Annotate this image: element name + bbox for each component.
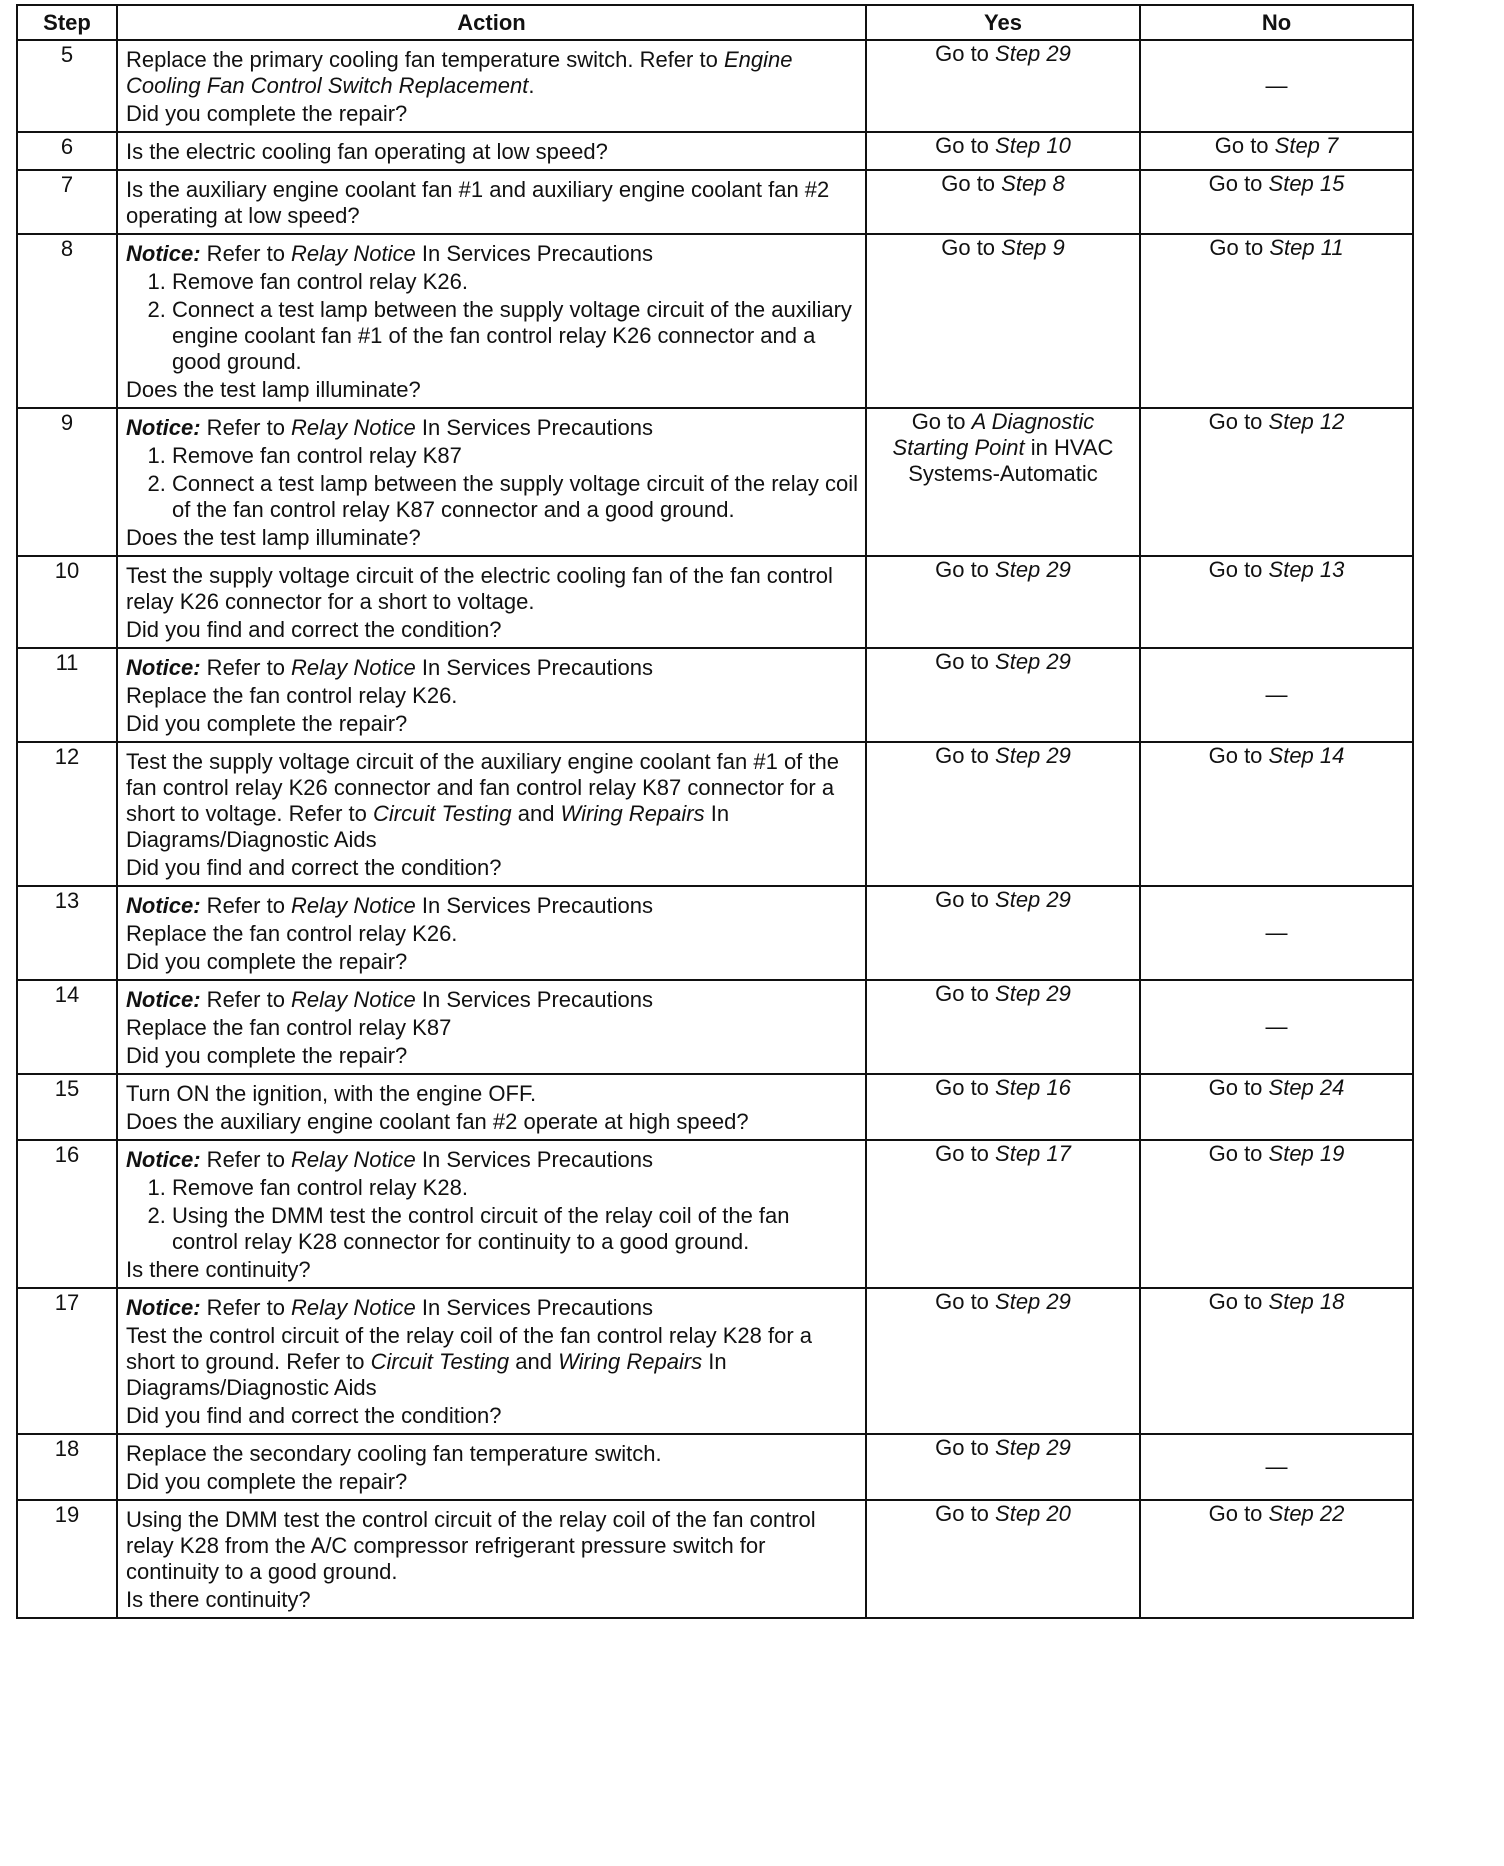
- action-cell: [117, 40, 866, 132]
- action-text: [126, 1507, 859, 1585]
- action-text: [126, 47, 859, 99]
- no-result: [1140, 1288, 1413, 1434]
- step-number: 19: [17, 1500, 117, 1618]
- text-run: Go to: [941, 171, 1002, 196]
- text-run: Turn ON the ignition, with the engine OFF.: [126, 1081, 537, 1106]
- text-run: Does the auxiliary engine coolant fan #2 operate at high speed?: [126, 1109, 749, 1134]
- step-number: 18: [17, 1434, 117, 1500]
- table-row: [17, 234, 1413, 408]
- italic-ref: Step 8: [1001, 171, 1065, 196]
- no-column-header: No: [1140, 5, 1413, 40]
- table-row: [17, 980, 1413, 1074]
- notice-label: Notice:: [126, 1147, 201, 1172]
- action-text: [126, 1257, 859, 1283]
- text-run: Go to: [1208, 1141, 1269, 1166]
- no-result: [1140, 234, 1413, 408]
- italic-ref: Circuit Testing: [373, 801, 512, 826]
- no-result: [1140, 1074, 1413, 1140]
- yes-result: [866, 886, 1140, 980]
- text-run: Go to: [911, 409, 972, 434]
- italic-ref: Step 18: [1268, 1289, 1345, 1314]
- step-number: 6: [17, 132, 117, 170]
- action-text: [126, 177, 859, 229]
- italic-ref: Wiring Repairs: [558, 1349, 703, 1374]
- text-run: Is there continuity?: [126, 1587, 311, 1612]
- text-run: Refer to: [200, 893, 292, 918]
- table-row: [17, 408, 1413, 556]
- yes-result: [866, 40, 1140, 132]
- action-text: [126, 749, 859, 853]
- italic-ref: Wiring Repairs: [560, 801, 705, 826]
- italic-ref: Relay Notice: [291, 893, 416, 918]
- text-run: In Diagrams/Diagnostic Aids: [126, 801, 730, 852]
- action-step-item: [172, 443, 859, 469]
- action-steps-list: [126, 443, 859, 523]
- text-run: Refer to: [200, 415, 292, 440]
- text-run: Did you complete the repair?: [126, 101, 408, 126]
- text-run: —: [1265, 920, 1288, 945]
- italic-ref: Step 29: [995, 887, 1071, 912]
- text-run: —: [1265, 682, 1288, 707]
- italic-ref: Step 29: [995, 743, 1071, 768]
- action-cell: [117, 1074, 866, 1140]
- table-header-row: [17, 5, 1413, 40]
- text-run: In Services Precautions: [415, 241, 653, 266]
- italic-ref: Step 29: [995, 41, 1071, 66]
- italic-ref: Step 11: [1269, 235, 1344, 260]
- italic-ref: Relay Notice: [291, 241, 416, 266]
- text-run: in HVAC Systems-Automatic: [908, 435, 1114, 486]
- text-run: In Services Precautions: [415, 1295, 653, 1320]
- text-run: Replace the primary cooling fan temperature switch. Refer to: [126, 47, 724, 72]
- text-run: Go to: [1208, 171, 1269, 196]
- text-run: In Services Precautions: [415, 893, 653, 918]
- italic-ref: Step 29: [995, 1435, 1071, 1460]
- action-text: [126, 1403, 859, 1429]
- text-run: Go to: [941, 235, 1002, 260]
- text-run: Remove fan control relay K87: [172, 443, 462, 468]
- notice-label: Notice:: [126, 415, 201, 440]
- text-run: Refer to: [200, 987, 292, 1012]
- action-text: [126, 711, 859, 737]
- italic-ref: Step 22: [1268, 1501, 1345, 1526]
- yes-result: [866, 1288, 1140, 1434]
- no-result: [1140, 170, 1413, 234]
- diagnostic-table: [16, 4, 1414, 1619]
- text-run: Connect a test lamp between the supply voltage circuit of the auxiliary engine coolant fan #1 of the fan control relay K26 connector and a good ground.: [172, 297, 852, 374]
- step-number: 8: [17, 234, 117, 408]
- text-run: Go to: [935, 649, 996, 674]
- text-run: In Services Precautions: [415, 987, 653, 1012]
- no-result: [1140, 1434, 1413, 1500]
- text-run: Go to: [1209, 235, 1270, 260]
- yes-column-header: Yes: [866, 5, 1140, 40]
- action-step-item: [172, 269, 859, 295]
- text-run: Go to: [935, 1075, 996, 1100]
- notice-line: [126, 1147, 859, 1173]
- text-run: Go to: [1208, 557, 1269, 582]
- text-run: Replace the fan control relay K26.: [126, 683, 458, 708]
- action-cell: [117, 1434, 866, 1500]
- text-run: Refer to: [200, 241, 292, 266]
- table-row: [17, 1140, 1413, 1288]
- action-text: [126, 1015, 859, 1041]
- yes-result: [866, 408, 1140, 556]
- italic-ref: Step 20: [995, 1501, 1071, 1526]
- yes-result: [866, 170, 1140, 234]
- text-run: and: [509, 1349, 559, 1374]
- action-cell: [117, 1288, 866, 1434]
- table-row: [17, 1074, 1413, 1140]
- action-cell: [117, 1140, 866, 1288]
- text-run: In Diagrams/Diagnostic Aids: [126, 1349, 727, 1400]
- text-run: Go to: [1208, 743, 1269, 768]
- step-number: 14: [17, 980, 117, 1074]
- action-text: [126, 101, 859, 127]
- action-text: [126, 683, 859, 709]
- text-run: Test the supply voltage circuit of the auxiliary engine coolant fan #1 of the fan control relay K26 connector and fan control relay K87 connector for a short to voltage. Refer to: [126, 749, 839, 826]
- text-run: Remove fan control relay K28.: [172, 1175, 468, 1200]
- no-result: [1140, 980, 1413, 1074]
- text-run: In Services Precautions: [415, 1147, 653, 1172]
- no-result: [1140, 40, 1413, 132]
- step-number: 17: [17, 1288, 117, 1434]
- step-number: 7: [17, 170, 117, 234]
- action-step-item: [172, 471, 859, 523]
- text-run: Is there continuity?: [126, 1257, 311, 1282]
- text-run: —: [1265, 1454, 1288, 1479]
- text-run: Did you find and correct the condition?: [126, 617, 502, 642]
- text-run: Go to: [935, 41, 996, 66]
- notice-line: [126, 241, 859, 267]
- text-run: Is the electric cooling fan operating at low speed?: [126, 139, 608, 164]
- italic-ref: Circuit Testing: [370, 1349, 510, 1374]
- action-text: [126, 921, 859, 947]
- no-result: [1140, 742, 1413, 886]
- text-run: Go to: [935, 981, 996, 1006]
- text-run: Go to: [1214, 133, 1275, 158]
- action-text: [126, 139, 859, 165]
- notice-label: Notice:: [126, 893, 201, 918]
- italic-ref: Step 7: [1274, 133, 1339, 158]
- text-run: —: [1265, 73, 1288, 98]
- text-run: Remove fan control relay K26.: [172, 269, 468, 294]
- italic-ref: Relay Notice: [291, 987, 416, 1012]
- text-run: —: [1265, 1014, 1288, 1039]
- notice-label: Notice:: [126, 987, 201, 1012]
- text-run: Test the control circuit of the relay coil of the fan control relay K28 for a short to ground. Refer to: [126, 1323, 813, 1374]
- text-run: Replace the fan control relay K26.: [126, 921, 458, 946]
- italic-ref: Step 13: [1268, 557, 1345, 582]
- action-cell: [117, 234, 866, 408]
- italic-ref: Engine Cooling Fan Control Switch Replacement: [126, 47, 793, 98]
- action-step-item: [172, 1175, 859, 1201]
- yes-result: [866, 132, 1140, 170]
- text-run: Refer to: [200, 1295, 292, 1320]
- text-run: Refer to: [200, 1147, 292, 1172]
- no-result: [1140, 408, 1413, 556]
- notice-line: [126, 987, 859, 1013]
- italic-ref: Step 12: [1268, 409, 1345, 434]
- action-text: [126, 1323, 859, 1401]
- table-body: [17, 40, 1413, 1618]
- text-run: Does the test lamp illuminate?: [126, 377, 421, 402]
- notice-line: [126, 893, 859, 919]
- italic-ref: Step 14: [1268, 743, 1345, 768]
- text-run: Go to: [1208, 1501, 1269, 1526]
- notice-label: Notice:: [126, 655, 201, 680]
- yes-result: [866, 1500, 1140, 1618]
- text-run: Go to: [935, 1435, 996, 1460]
- no-result: [1140, 886, 1413, 980]
- table-row: [17, 132, 1413, 170]
- yes-result: [866, 1434, 1140, 1500]
- step-number: 16: [17, 1140, 117, 1288]
- italic-ref: Step 29: [995, 649, 1071, 674]
- action-steps-list: [126, 269, 859, 375]
- text-run: Is the auxiliary engine coolant fan #1 and auxiliary engine coolant fan #2 operating at low speed?: [126, 177, 830, 228]
- step-column-header: Step: [17, 5, 117, 40]
- italic-ref: Step 16: [995, 1075, 1071, 1100]
- action-cell: [117, 1500, 866, 1618]
- italic-ref: Step 29: [995, 1289, 1071, 1314]
- table-row: [17, 1500, 1413, 1618]
- notice-line: [126, 1295, 859, 1321]
- step-number: 12: [17, 742, 117, 886]
- no-result: [1140, 1140, 1413, 1288]
- text-run: Go to: [935, 1289, 996, 1314]
- action-text: [126, 949, 859, 975]
- action-cell: [117, 556, 866, 648]
- action-text: [126, 563, 859, 615]
- action-cell: [117, 408, 866, 556]
- text-run: Did you complete the repair?: [126, 1043, 408, 1068]
- text-run: Using the DMM test the control circuit of the relay coil of the fan control relay K28 from the A/C compressor refrigerant pressure switch for continuity to a good ground.: [126, 1507, 816, 1584]
- action-text: [126, 1587, 859, 1613]
- text-run: Did you find and correct the condition?: [126, 855, 502, 880]
- table-row: [17, 742, 1413, 886]
- italic-ref: Relay Notice: [291, 1147, 416, 1172]
- text-run: Using the DMM test the control circuit of the relay coil of the fan control relay K28 connector for continuity to a good ground.: [172, 1203, 790, 1254]
- action-cell: [117, 742, 866, 886]
- yes-result: [866, 556, 1140, 648]
- text-run: Did you find and correct the condition?: [126, 1403, 502, 1428]
- italic-ref: Step 15: [1268, 171, 1345, 196]
- text-run: Go to: [935, 133, 996, 158]
- yes-result: [866, 742, 1140, 886]
- notice-line: [126, 655, 859, 681]
- italic-ref: Relay Notice: [291, 655, 416, 680]
- action-text: [126, 617, 859, 643]
- step-number: 10: [17, 556, 117, 648]
- italic-ref: Step 9: [1001, 235, 1065, 260]
- italic-ref: Step 10: [995, 133, 1071, 158]
- text-run: Test the supply voltage circuit of the electric cooling fan of the fan control relay K26 connector for a short to voltage.: [126, 563, 833, 614]
- step-number: 9: [17, 408, 117, 556]
- italic-ref: Step 29: [995, 981, 1071, 1006]
- yes-result: [866, 1140, 1140, 1288]
- text-run: Did you complete the repair?: [126, 949, 408, 974]
- notice-label: Notice:: [126, 1295, 201, 1320]
- step-number: 15: [17, 1074, 117, 1140]
- action-text: [126, 1469, 859, 1495]
- action-text: [126, 1081, 859, 1107]
- italic-ref: Relay Notice: [291, 1295, 416, 1320]
- action-text: [126, 1109, 859, 1135]
- text-run: Go to: [935, 1141, 996, 1166]
- text-run: Go to: [935, 1501, 996, 1526]
- diagnostic-table-page: [16, 4, 1412, 1619]
- action-text: [126, 1441, 859, 1467]
- text-run: Go to: [935, 743, 996, 768]
- text-run: Go to: [1208, 1289, 1269, 1314]
- action-steps-list: [126, 1175, 859, 1255]
- italic-ref: A Diagnostic Starting Point: [892, 409, 1095, 460]
- yes-result: [866, 234, 1140, 408]
- action-cell: [117, 648, 866, 742]
- action-step-item: [172, 297, 859, 375]
- text-run: Go to: [1208, 409, 1269, 434]
- step-number: 13: [17, 886, 117, 980]
- no-result: [1140, 648, 1413, 742]
- text-run: Did you complete the repair?: [126, 1469, 408, 1494]
- yes-result: [866, 648, 1140, 742]
- action-text: [126, 525, 859, 551]
- text-run: Replace the fan control relay K87: [126, 1015, 452, 1040]
- text-run: Go to: [935, 887, 996, 912]
- text-run: .: [528, 73, 535, 98]
- action-column-header: Action: [117, 5, 866, 40]
- no-result: [1140, 556, 1413, 648]
- table-row: [17, 170, 1413, 234]
- text-run: and: [511, 801, 561, 826]
- notice-label: Notice:: [126, 241, 201, 266]
- action-cell: [117, 886, 866, 980]
- table-row: [17, 1288, 1413, 1434]
- notice-line: [126, 415, 859, 441]
- italic-ref: Step 24: [1268, 1075, 1345, 1100]
- action-cell: [117, 980, 866, 1074]
- action-text: [126, 855, 859, 881]
- no-result: [1140, 1500, 1413, 1618]
- yes-result: [866, 980, 1140, 1074]
- action-cell: [117, 170, 866, 234]
- text-run: Go to: [935, 557, 996, 582]
- table-row: [17, 556, 1413, 648]
- text-run: Replace the secondary cooling fan temperature switch.: [126, 1441, 662, 1466]
- italic-ref: Step 17: [995, 1141, 1071, 1166]
- yes-result: [866, 1074, 1140, 1140]
- text-run: In Services Precautions: [415, 655, 653, 680]
- text-run: Refer to: [200, 655, 292, 680]
- table-row: [17, 1434, 1413, 1500]
- italic-ref: Relay Notice: [291, 415, 416, 440]
- text-run: Does the test lamp illuminate?: [126, 525, 421, 550]
- action-step-item: [172, 1203, 859, 1255]
- step-number: 11: [17, 648, 117, 742]
- italic-ref: Step 19: [1268, 1141, 1345, 1166]
- text-run: Connect a test lamp between the supply voltage circuit of the relay coil of the fan control relay K87 connector and a good ground.: [172, 471, 859, 522]
- step-number: 5: [17, 40, 117, 132]
- action-cell: [117, 132, 866, 170]
- no-result: [1140, 132, 1413, 170]
- table-row: [17, 40, 1413, 132]
- action-text: [126, 1043, 859, 1069]
- table-row: [17, 648, 1413, 742]
- table-row: [17, 886, 1413, 980]
- text-run: Did you complete the repair?: [126, 711, 408, 736]
- text-run: Go to: [1208, 1075, 1269, 1100]
- text-run: In Services Precautions: [415, 415, 653, 440]
- action-text: [126, 377, 859, 403]
- italic-ref: Step 29: [995, 557, 1071, 582]
